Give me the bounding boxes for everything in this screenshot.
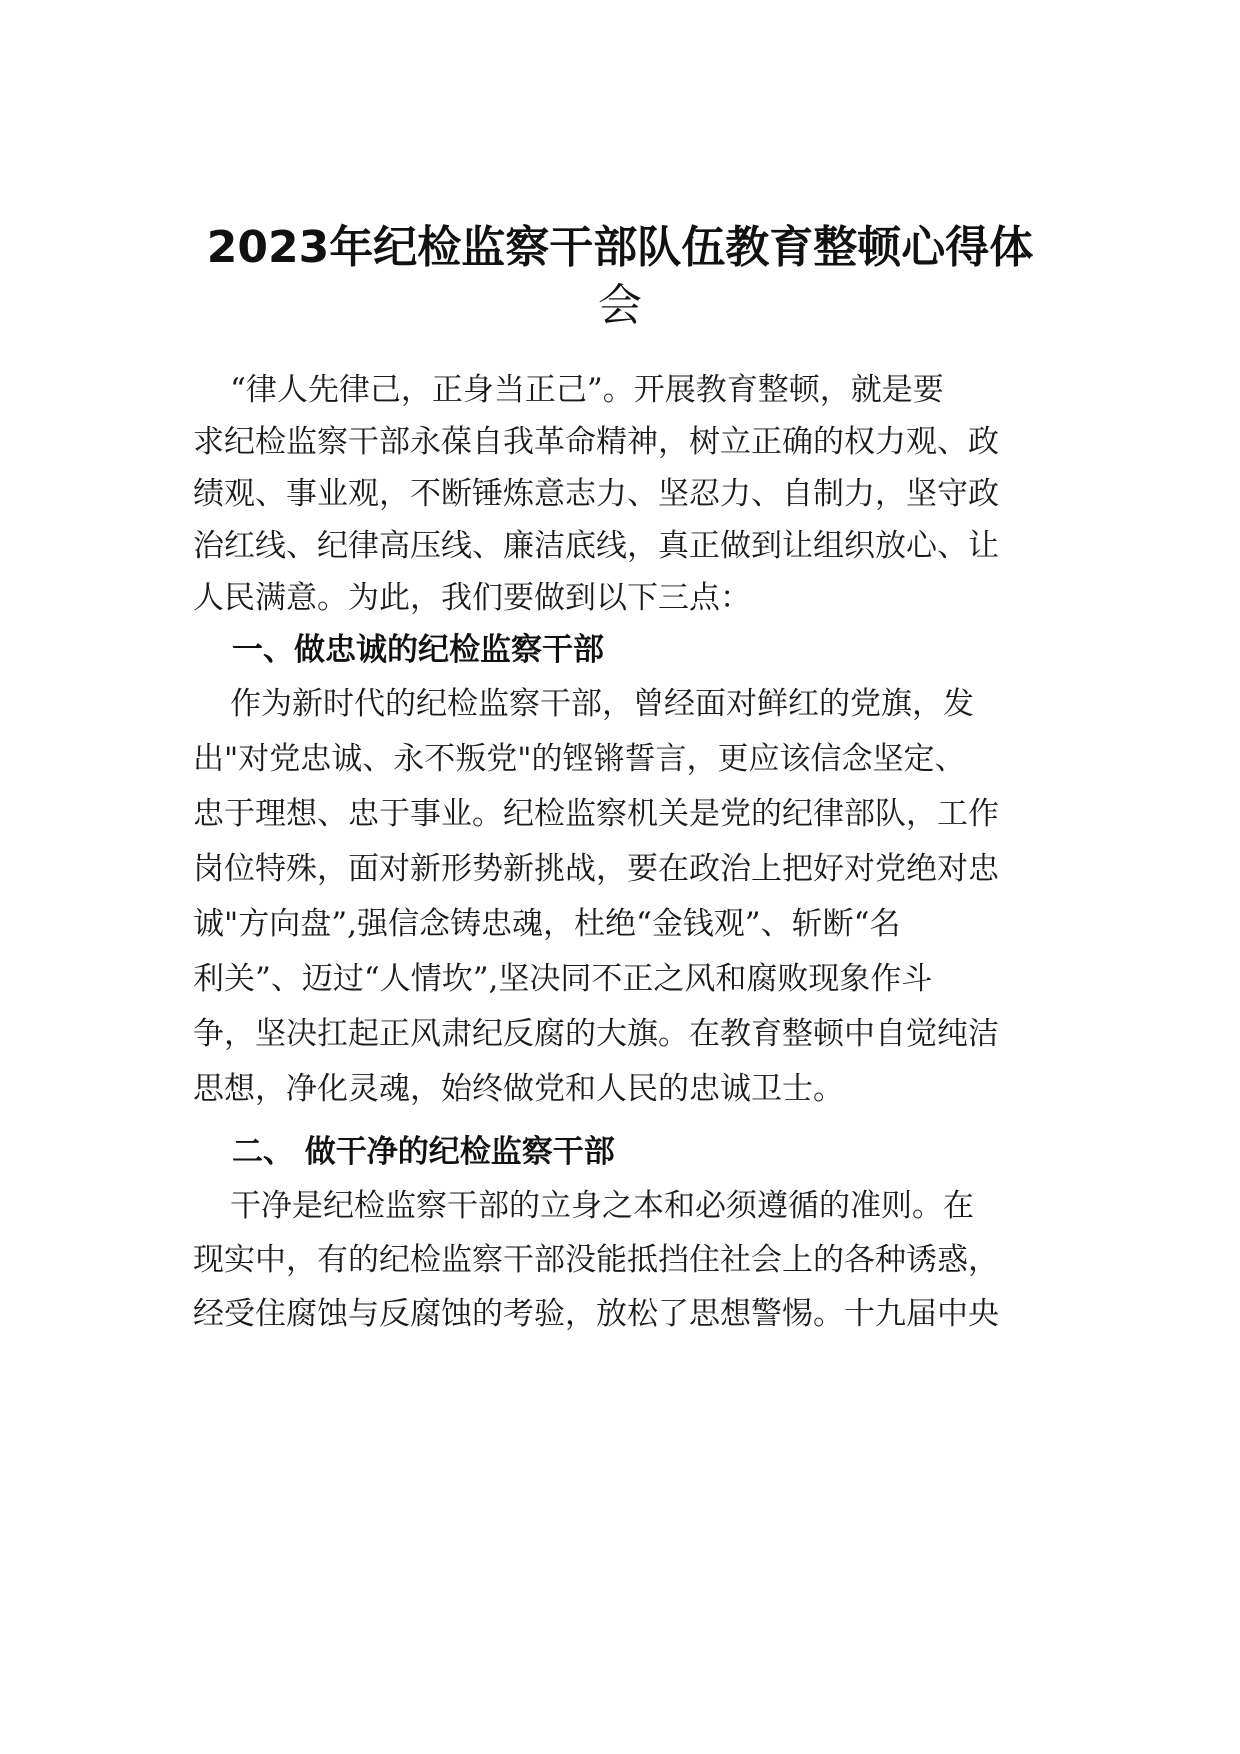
document-title: 2023年纪检监察干部队伍教育整顿心得体	[206, 222, 1034, 273]
section1-line: 出"对党忠诚、永不叛党"的铿锵誓言，更应该信念坚定、	[193, 741, 966, 777]
section1-line: 作为新时代的纪检监察干部，曾经面对鲜红的党旗，发	[230, 686, 974, 722]
section1-line: 思想，净化灵魂，始终做党和人民的忠诚卫士。	[193, 1071, 844, 1107]
section-heading-loyal: 一、做忠诚的纪检监察干部	[232, 632, 604, 668]
section-heading-clean: 二、 做干净的纪检监察干部	[232, 1134, 615, 1170]
section1-line: 诚"方向盘”,强信念铸忠魂，杜绝“金钱观”、斩断“名	[193, 906, 901, 942]
section2-line: 现实中，有的纪检监察干部没能抵挡住社会上的各种诱惑，	[193, 1242, 999, 1278]
section1-line: 利关”、迈过“人情坎”,坚决同不正之风和腐败现象作斗	[193, 961, 933, 997]
section1-line: 争，坚决扛起正风肃纪反腐的大旗。在教育整顿中自觉纯洁	[193, 1016, 999, 1052]
document-title-continuation: 会	[598, 280, 642, 331]
intro-line: 治红线、纪律高压线、廉洁底线，真正做到让组织放心、让	[193, 528, 999, 564]
intro-line: 求纪检监察干部永葆自我革命精神，树立正确的权力观、政	[193, 424, 999, 460]
section2-line: 经受住腐蚀与反腐蚀的考验，放松了思想警惕。十九届中央	[193, 1296, 999, 1332]
intro-line: 绩观、事业观，不断锤炼意志力、坚忍力、自制力，坚守政	[193, 476, 999, 512]
section1-line: 忠于理想、忠于事业。纪检监察机关是党的纪律部队，工作	[193, 796, 999, 832]
intro-line: “律人先律己，正身当正己”。开展教育整顿，就是要	[230, 372, 944, 408]
section2-line: 干净是纪检监察干部的立身之本和必须遵循的准则。在	[230, 1188, 974, 1224]
section1-line: 岗位特殊，面对新形势新挑战，要在政治上把好对党绝对忠	[193, 851, 999, 887]
intro-line: 人民满意。为此，我们要做到以下三点：	[193, 580, 751, 616]
